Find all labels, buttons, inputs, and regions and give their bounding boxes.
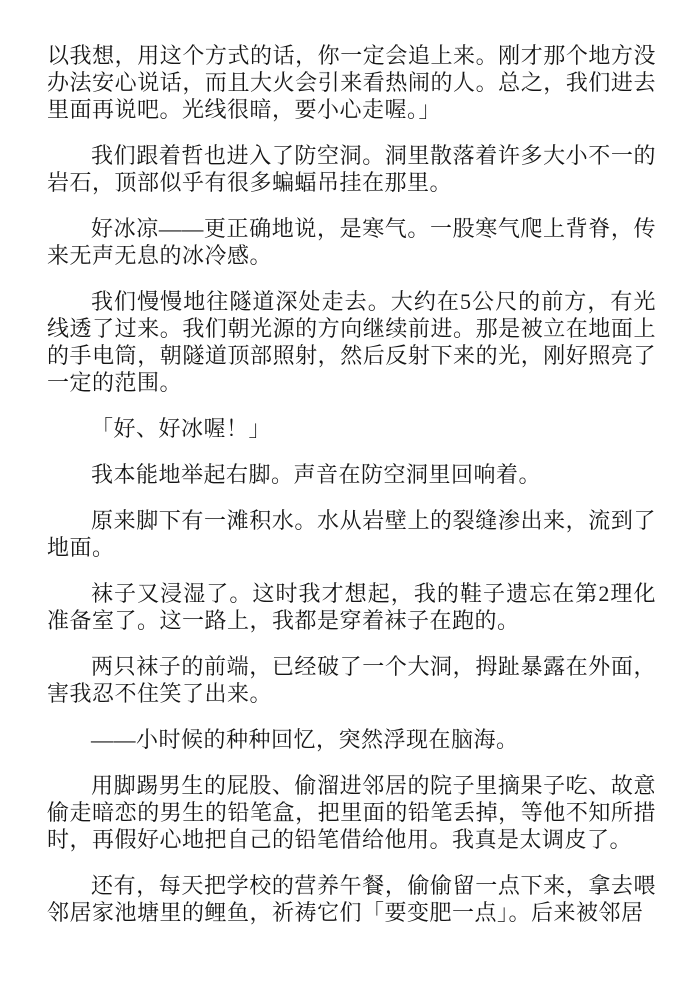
paragraph: 原来脚下有一滩积水。水从岩壁上的裂缝渗出来，流到了地面。 — [47, 508, 656, 560]
paragraph: 还有，每天把学校的营养午餐，偷偷留一点下来，拿去喂邻居家池塘里的鲤鱼，祈祷它们「要变肥一点」。后来被邻居 — [47, 873, 656, 925]
paragraph: 我们跟着哲也进入了防空洞。洞里散落着许多大小不一的岩石，顶部似乎有很多蝙蝠吊挂在那里。 — [47, 143, 656, 195]
paragraph: 以我想，用这个方式的话，你一定会追上来。刚才那个地方没办法安心说话，而且大火会引来看热闹的人。总之，我们进去里面再说吧。光线很暗，要小心走喔。」 — [47, 43, 656, 122]
paragraph-dialogue: 「好、好冰喔！」 — [91, 416, 272, 441]
paragraph: 我本能地举起右脚。声音在防空洞里回响着。 — [91, 462, 542, 487]
paragraph: 我们慢慢地往隧道深处走去。大约在5公尺的前方，有光线透了过来。我们朝光源的方向继续前进。那是被立在地面上的手电筒，朝隧道顶部照射，然后反射下来的光，刚好照亮了一定的范围。 — [47, 289, 656, 395]
paragraph: 用脚踢男生的屁股、偷溜进邻居的院子里摘果子吃、故意偷走暗恋的男生的铅笔盒，把里面的铅笔丢掉，等他不知所措时，再假好心地把自己的铅笔借给他用。我真是太调皮了。 — [47, 773, 656, 852]
paragraph: 袜子又浸湿了。这时我才想起，我的鞋子遗忘在第2理化准备室了。这一路上，我都是穿着袜子在跑的。 — [47, 581, 656, 633]
paragraph: 好冰凉——更正确地说，是寒气。一股寒气爬上背脊，传来无声无息的冰冷感。 — [47, 216, 656, 268]
paragraph: 两只袜子的前端，已经破了一个大洞，拇趾暴露在外面，害我忍不住笑了出来。 — [47, 654, 656, 706]
paragraph: ——小时候的种种回忆，突然浮现在脑海。 — [91, 727, 519, 752]
